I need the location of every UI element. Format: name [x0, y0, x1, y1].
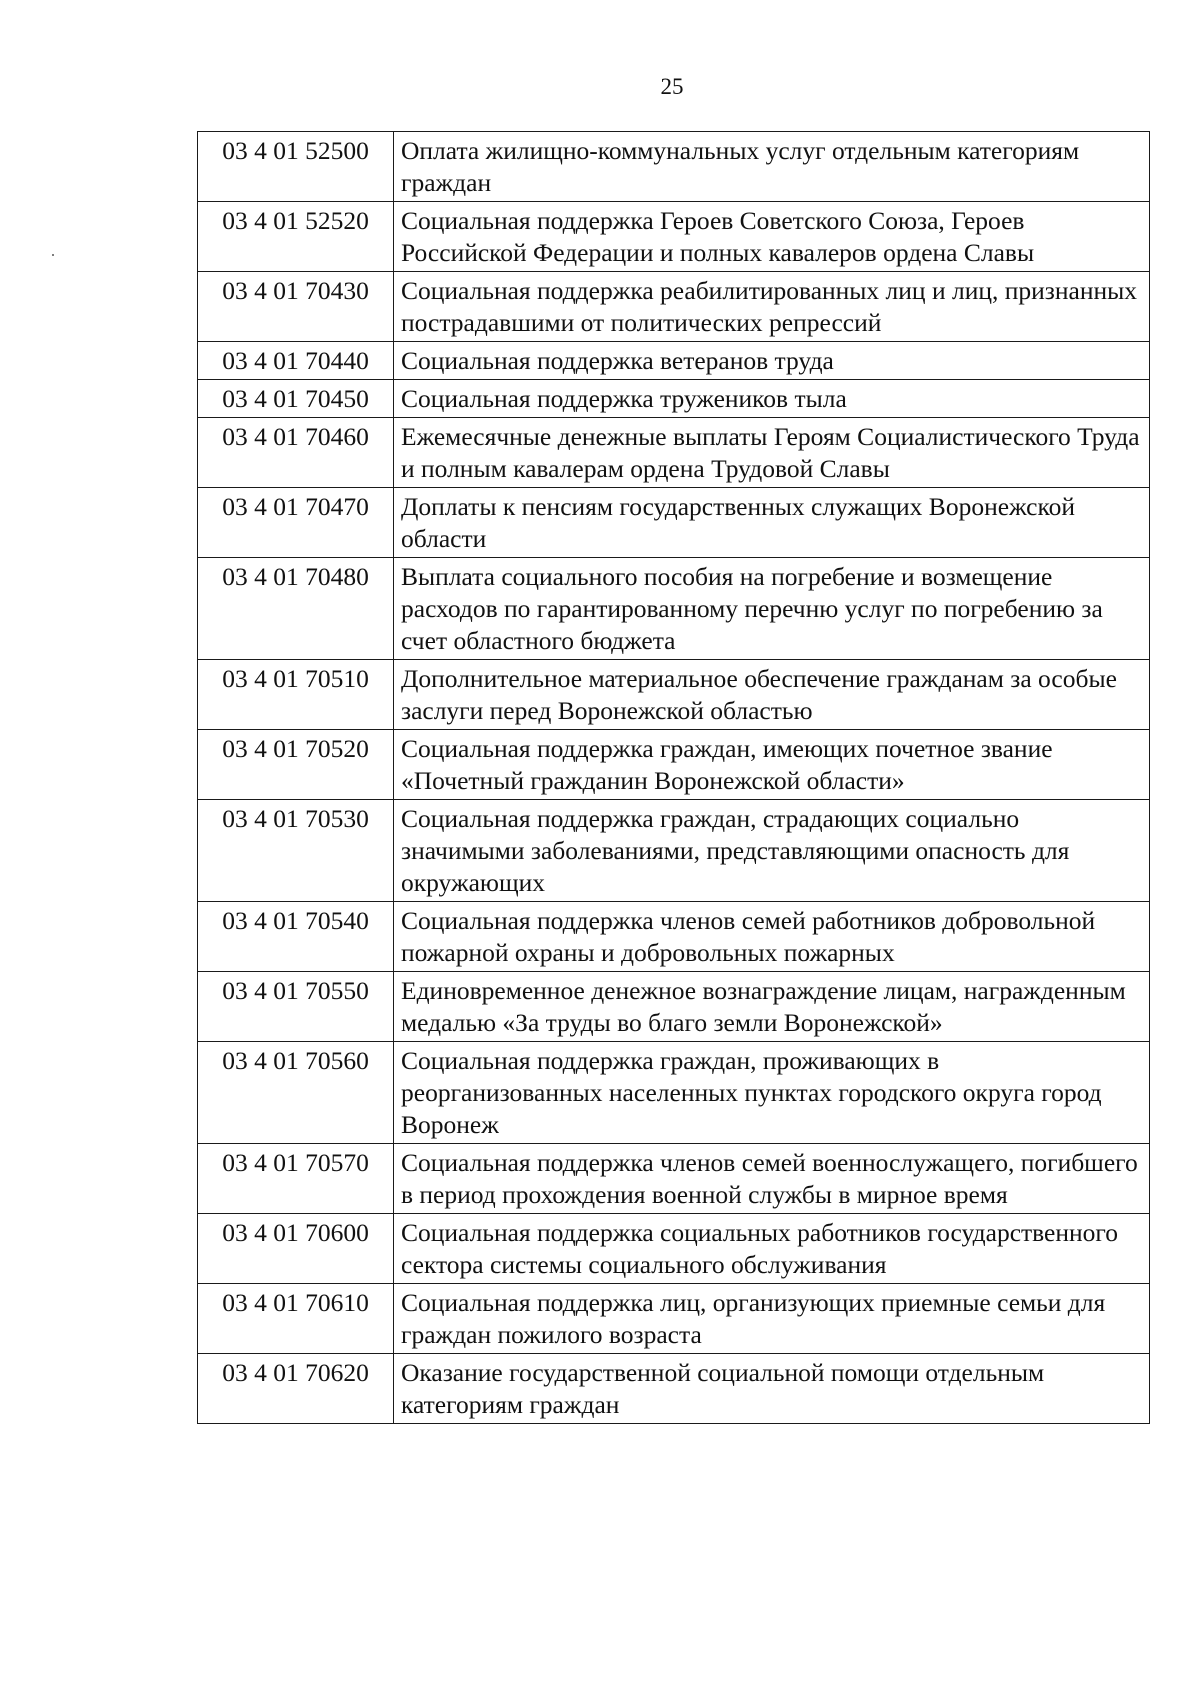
row-code: 03 4 01 70550 [198, 972, 394, 1042]
table-row [198, 1284, 1150, 1354]
row-code: 03 4 01 70600 [198, 1214, 394, 1284]
budget-classification-table [197, 131, 1150, 1424]
table-row [198, 272, 1150, 342]
row-description: Единовременное денежное вознаграждение лицам, награжденным медалью «За труды во благо земли Воронежской» [394, 972, 1150, 1042]
row-description: Социальная поддержка лиц, организующих приемные семьи для граждан пожилого возраста [394, 1284, 1150, 1354]
table-row [198, 800, 1150, 902]
row-code: 03 4 01 52520 [198, 202, 394, 272]
row-code: 03 4 01 70620 [198, 1354, 394, 1424]
table-body [198, 132, 1150, 1424]
scan-speck [52, 254, 54, 256]
row-description: Социальная поддержка граждан, проживающих в реорганизованных населенных пунктах городского округа город Воронеж [394, 1042, 1150, 1144]
row-description: Социальная поддержка социальных работников государственного сектора системы социального обслуживания [394, 1214, 1150, 1284]
row-description: Оказание государственной социальной помощи отдельным категориям граждан [394, 1354, 1150, 1424]
row-description: Социальная поддержка тружеников тыла [394, 380, 1150, 418]
row-code: 03 4 01 70530 [198, 800, 394, 902]
row-description: Социальная поддержка реабилитированных лиц и лиц, признанных пострадавшими от политических репрессий [394, 272, 1150, 342]
table-row [198, 488, 1150, 558]
row-code: 03 4 01 70430 [198, 272, 394, 342]
row-code: 03 4 01 52500 [198, 132, 394, 202]
table-row [198, 342, 1150, 380]
row-description: Социальная поддержка ветеранов труда [394, 342, 1150, 380]
row-code: 03 4 01 70450 [198, 380, 394, 418]
row-code: 03 4 01 70520 [198, 730, 394, 800]
table-row [198, 132, 1150, 202]
row-code: 03 4 01 70510 [198, 660, 394, 730]
row-code: 03 4 01 70560 [198, 1042, 394, 1144]
table-row [198, 660, 1150, 730]
table-row [198, 1144, 1150, 1214]
row-description: Ежемесячные денежные выплаты Героям Социалистического Труда и полным кавалерам ордена Трудовой Славы [394, 418, 1150, 488]
table-row [198, 1042, 1150, 1144]
table-row [198, 202, 1150, 272]
table-row [198, 1214, 1150, 1284]
row-code: 03 4 01 70540 [198, 902, 394, 972]
row-description: Социальная поддержка Героев Советского Союза, Героев Российской Федерации и полных кавалеров ордена Славы [394, 202, 1150, 272]
table-row [198, 902, 1150, 972]
row-description: Выплата социального пособия на погребение и возмещение расходов по гарантированному перечню услуг по погребению за счет областного бюджета [394, 558, 1150, 660]
row-description: Социальная поддержка членов семей военнослужащего, погибшего в период прохождения военной службы в мирное время [394, 1144, 1150, 1214]
table-row [198, 1354, 1150, 1424]
row-code: 03 4 01 70460 [198, 418, 394, 488]
row-description: Социальная поддержка членов семей работников добровольной пожарной охраны и добровольных пожарных [394, 902, 1150, 972]
row-code: 03 4 01 70610 [198, 1284, 394, 1354]
page-number: 25 [660, 74, 684, 99]
table-row [198, 380, 1150, 418]
table-row [198, 730, 1150, 800]
row-description: Дополнительное материальное обеспечение гражданам за особые заслуги перед Воронежской областью [394, 660, 1150, 730]
row-code: 03 4 01 70470 [198, 488, 394, 558]
row-description: Социальная поддержка граждан, страдающих социально значимыми заболеваниями, представляющими опасность для окружающих [394, 800, 1150, 902]
row-description: Социальная поддержка граждан, имеющих почетное звание «Почетный гражданин Воронежской области» [394, 730, 1150, 800]
row-description: Доплаты к пенсиям государственных служащих Воронежской области [394, 488, 1150, 558]
row-description: Оплата жилищно-коммунальных услуг отдельным категориям граждан [394, 132, 1150, 202]
table-row [198, 418, 1150, 488]
table-row [198, 972, 1150, 1042]
table-row [198, 558, 1150, 660]
row-code: 03 4 01 70480 [198, 558, 394, 660]
row-code: 03 4 01 70440 [198, 342, 394, 380]
row-code: 03 4 01 70570 [198, 1144, 394, 1214]
